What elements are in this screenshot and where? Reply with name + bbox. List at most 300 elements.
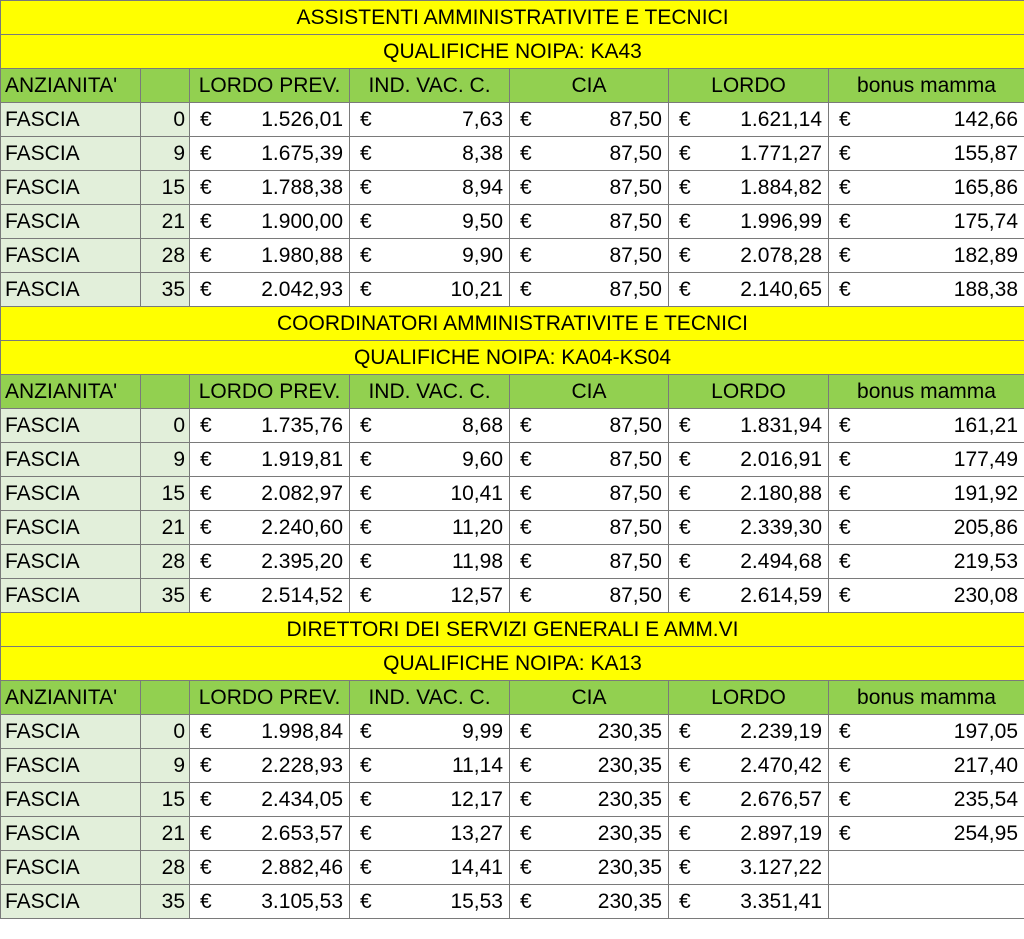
column-header[interactable]: ANZIANITA' [1, 681, 141, 715]
column-header[interactable]: CIA [510, 375, 669, 409]
fascia-label-cell[interactable]: FASCIA [1, 409, 141, 443]
currency-symbol: € [679, 549, 691, 573]
currency-symbol: € [200, 277, 212, 301]
table-row [1, 239, 1024, 273]
column-header[interactable]: CIA [510, 69, 669, 103]
currency-symbol: € [200, 413, 212, 437]
currency-symbol: € [200, 175, 212, 199]
bonus-mamma-cell[interactable] [829, 545, 1024, 579]
years-cell[interactable]: 28 [141, 851, 190, 885]
amount-value: 2.653,57 [261, 821, 343, 845]
currency-symbol: € [520, 107, 532, 131]
amount-value: 230,35 [597, 821, 662, 845]
section-subtitle[interactable]: QUALIFICHE NOIPA: KA04-KS04 [1, 341, 1024, 375]
years-cell[interactable]: 15 [141, 783, 190, 817]
years-cell[interactable]: 0 [141, 103, 190, 137]
cia-cell[interactable] [510, 885, 669, 919]
column-header[interactable]: IND. VAC. C. [350, 69, 510, 103]
years-cell[interactable]: 35 [141, 579, 190, 613]
ind-vac-cell[interactable] [350, 511, 510, 545]
ind-vac-cell[interactable] [350, 239, 510, 273]
lordo-prev-cell[interactable] [190, 511, 350, 545]
currency-symbol: € [839, 277, 851, 301]
bonus-mamma-cell[interactable] [829, 477, 1024, 511]
currency-symbol: € [200, 821, 212, 845]
cia-cell[interactable] [510, 817, 669, 851]
bonus-mamma-cell[interactable] [829, 579, 1024, 613]
currency-symbol: € [520, 243, 532, 267]
currency-symbol: € [360, 141, 372, 165]
currency-symbol: € [520, 889, 532, 913]
amount-value: 87,50 [609, 175, 662, 199]
currency-symbol: € [839, 141, 851, 165]
bonus-mamma-cell[interactable] [829, 783, 1024, 817]
section-subtitle-row [1, 341, 1024, 375]
cia-cell[interactable] [510, 443, 669, 477]
column-header[interactable]: IND. VAC. C. [350, 681, 510, 715]
lordo-cell[interactable] [669, 715, 829, 749]
cia-cell[interactable] [510, 511, 669, 545]
years-cell[interactable]: 35 [141, 885, 190, 919]
amount-value: 8,68 [462, 413, 503, 437]
amount-value: 230,08 [953, 583, 1018, 607]
currency-symbol: € [360, 175, 372, 199]
lordo-prev-cell[interactable] [190, 579, 350, 613]
amount-value: 2.494,68 [740, 549, 822, 573]
amount-value: 1.621,14 [740, 107, 822, 131]
amount-value: 217,40 [953, 753, 1018, 777]
cia-cell[interactable] [510, 205, 669, 239]
column-header[interactable]: ANZIANITA' [1, 69, 141, 103]
currency-symbol: € [679, 243, 691, 267]
cia-cell[interactable] [510, 579, 669, 613]
amount-value: 2.514,52 [261, 583, 343, 607]
column-header[interactable] [141, 69, 190, 103]
bonus-mamma-cell[interactable] [829, 239, 1024, 273]
currency-symbol: € [679, 855, 691, 879]
amount-value: 3.127,22 [740, 855, 822, 879]
column-header[interactable]: CIA [510, 681, 669, 715]
lordo-cell[interactable] [669, 885, 829, 919]
years-cell[interactable]: 28 [141, 545, 190, 579]
cia-cell[interactable] [510, 749, 669, 783]
fascia-label-cell[interactable]: FASCIA [1, 171, 141, 205]
currency-symbol: € [679, 141, 691, 165]
bonus-mamma-cell[interactable] [829, 715, 1024, 749]
currency-symbol: € [520, 209, 532, 233]
ind-vac-cell[interactable] [350, 443, 510, 477]
currency-symbol: € [520, 413, 532, 437]
fascia-label-cell[interactable]: FASCIA [1, 579, 141, 613]
ind-vac-cell[interactable] [350, 273, 510, 307]
bonus-mamma-cell[interactable] [829, 205, 1024, 239]
lordo-cell[interactable] [669, 477, 829, 511]
cia-cell[interactable] [510, 545, 669, 579]
amount-value: 155,87 [953, 141, 1018, 165]
lordo-cell[interactable] [669, 783, 829, 817]
fascia-label-cell[interactable]: FASCIA [1, 137, 141, 171]
bonus-mamma-cell[interactable] [829, 103, 1024, 137]
section-title[interactable]: ASSISTENTI AMMINISTRATIVITE E TECNICI [1, 1, 1024, 35]
amount-value: 15,53 [450, 889, 503, 913]
currency-symbol: € [360, 719, 372, 743]
lordo-cell[interactable] [669, 137, 829, 171]
amount-value: 1.735,76 [261, 413, 343, 437]
currency-symbol: € [679, 787, 691, 811]
cia-cell[interactable] [510, 783, 669, 817]
lordo-cell[interactable] [669, 205, 829, 239]
cia-cell[interactable] [510, 477, 669, 511]
section-subtitle[interactable]: QUALIFICHE NOIPA: KA13 [1, 647, 1024, 681]
amount-value: 87,50 [609, 107, 662, 131]
currency-symbol: € [360, 515, 372, 539]
ind-vac-cell[interactable] [350, 783, 510, 817]
currency-symbol: € [360, 821, 372, 845]
amount-value: 2.228,93 [261, 753, 343, 777]
section-title-row [1, 1, 1024, 35]
lordo-prev-cell[interactable] [190, 545, 350, 579]
cia-cell[interactable] [510, 103, 669, 137]
amount-value: 1.771,27 [740, 141, 822, 165]
amount-value: 2.897,19 [740, 821, 822, 845]
ind-vac-cell[interactable] [350, 205, 510, 239]
lordo-cell[interactable] [669, 239, 829, 273]
lordo-prev-cell[interactable] [190, 171, 350, 205]
amount-value: 165,86 [953, 175, 1018, 199]
years-cell[interactable]: 28 [141, 239, 190, 273]
amount-value: 87,50 [609, 141, 662, 165]
lordo-cell[interactable] [669, 817, 829, 851]
lordo-cell[interactable] [669, 579, 829, 613]
lordo-prev-cell[interactable] [190, 273, 350, 307]
ind-vac-cell[interactable] [350, 749, 510, 783]
column-header[interactable]: bonus mamma [829, 69, 1024, 103]
amount-value: 2.016,91 [740, 447, 822, 471]
table-row [1, 715, 1024, 749]
amount-value: 230,35 [597, 889, 662, 913]
lordo-prev-cell[interactable] [190, 205, 350, 239]
fascia-label-cell[interactable]: FASCIA [1, 885, 141, 919]
currency-symbol: € [200, 447, 212, 471]
bonus-mamma-cell[interactable] [829, 409, 1024, 443]
lordo-prev-cell[interactable] [190, 137, 350, 171]
lordo-prev-cell[interactable] [190, 817, 350, 851]
currency-symbol: € [520, 855, 532, 879]
currency-symbol: € [360, 855, 372, 879]
years-cell[interactable]: 21 [141, 511, 190, 545]
currency-symbol: € [679, 175, 691, 199]
currency-symbol: € [200, 889, 212, 913]
amount-value: 2.434,05 [261, 787, 343, 811]
ind-vac-cell[interactable] [350, 545, 510, 579]
ind-vac-cell[interactable] [350, 851, 510, 885]
years-cell[interactable]: 9 [141, 749, 190, 783]
amount-value: 2.082,97 [261, 481, 343, 505]
lordo-prev-cell[interactable] [190, 783, 350, 817]
amount-value: 230,35 [597, 787, 662, 811]
lordo-prev-cell[interactable] [190, 443, 350, 477]
currency-symbol: € [200, 719, 212, 743]
fascia-label-cell[interactable]: FASCIA [1, 851, 141, 885]
amount-value: 13,27 [450, 821, 503, 845]
table-row [1, 103, 1024, 137]
header-row [1, 69, 1024, 103]
ind-vac-cell[interactable] [350, 885, 510, 919]
years-cell[interactable]: 0 [141, 409, 190, 443]
section-subtitle-row [1, 35, 1024, 69]
header-row [1, 375, 1024, 409]
section-subtitle-row [1, 647, 1024, 681]
bonus-mamma-cell[interactable] [829, 137, 1024, 171]
table-row [1, 511, 1024, 545]
cia-cell[interactable] [510, 239, 669, 273]
currency-symbol: € [839, 413, 851, 437]
lordo-prev-cell[interactable] [190, 409, 350, 443]
amount-value: 10,21 [450, 277, 503, 301]
amount-value: 87,50 [609, 243, 662, 267]
column-header[interactable]: bonus mamma [829, 375, 1024, 409]
section-subtitle[interactable]: QUALIFICHE NOIPA: KA43 [1, 35, 1024, 69]
column-header[interactable]: LORDO [669, 375, 829, 409]
table-row [1, 749, 1024, 783]
years-cell[interactable]: 9 [141, 137, 190, 171]
lordo-prev-cell[interactable] [190, 477, 350, 511]
ind-vac-cell[interactable] [350, 579, 510, 613]
column-header[interactable]: LORDO PREV. [190, 375, 350, 409]
column-header[interactable]: IND. VAC. C. [350, 375, 510, 409]
years-cell[interactable]: 15 [141, 171, 190, 205]
empty-cell[interactable] [829, 851, 1024, 885]
years-cell[interactable]: 35 [141, 273, 190, 307]
years-cell[interactable]: 9 [141, 443, 190, 477]
fascia-label-cell[interactable]: FASCIA [1, 239, 141, 273]
currency-symbol: € [520, 481, 532, 505]
amount-value: 230,35 [597, 855, 662, 879]
currency-symbol: € [360, 107, 372, 131]
fascia-label-cell[interactable]: FASCIA [1, 817, 141, 851]
cia-cell[interactable] [510, 171, 669, 205]
currency-symbol: € [200, 753, 212, 777]
bonus-mamma-cell[interactable] [829, 749, 1024, 783]
lordo-cell[interactable] [669, 851, 829, 885]
amount-value: 182,89 [953, 243, 1018, 267]
fascia-label-cell[interactable]: FASCIA [1, 511, 141, 545]
column-header[interactable]: bonus mamma [829, 681, 1024, 715]
currency-symbol: € [200, 787, 212, 811]
currency-symbol: € [360, 243, 372, 267]
currency-symbol: € [520, 753, 532, 777]
currency-symbol: € [200, 243, 212, 267]
lordo-cell[interactable] [669, 273, 829, 307]
amount-value: 1.919,81 [261, 447, 343, 471]
lordo-cell[interactable] [669, 171, 829, 205]
currency-symbol: € [679, 583, 691, 607]
amount-value: 142,66 [953, 107, 1018, 131]
currency-symbol: € [360, 413, 372, 437]
amount-value: 191,92 [953, 481, 1018, 505]
amount-value: 2.395,20 [261, 549, 343, 573]
currency-symbol: € [679, 481, 691, 505]
currency-symbol: € [839, 515, 851, 539]
amount-value: 1.831,94 [740, 413, 822, 437]
lordo-prev-cell[interactable] [190, 851, 350, 885]
currency-symbol: € [360, 753, 372, 777]
years-cell[interactable]: 0 [141, 715, 190, 749]
amount-value: 2.240,60 [261, 515, 343, 539]
ind-vac-cell[interactable] [350, 103, 510, 137]
currency-symbol: € [200, 141, 212, 165]
amount-value: 12,57 [450, 583, 503, 607]
ind-vac-cell[interactable] [350, 817, 510, 851]
currency-symbol: € [520, 447, 532, 471]
amount-value: 9,50 [462, 209, 503, 233]
fascia-label-cell[interactable]: FASCIA [1, 103, 141, 137]
amount-value: 230,35 [597, 753, 662, 777]
years-cell[interactable]: 15 [141, 477, 190, 511]
currency-symbol: € [679, 515, 691, 539]
amount-value: 2.339,30 [740, 515, 822, 539]
table-row [1, 409, 1024, 443]
fascia-label-cell[interactable]: FASCIA [1, 715, 141, 749]
ind-vac-cell[interactable] [350, 137, 510, 171]
amount-value: 2.882,46 [261, 855, 343, 879]
lordo-cell[interactable] [669, 749, 829, 783]
amount-value: 2.078,28 [740, 243, 822, 267]
currency-symbol: € [520, 277, 532, 301]
amount-value: 205,86 [953, 515, 1018, 539]
table-row [1, 817, 1024, 851]
amount-value: 2.180,88 [740, 481, 822, 505]
column-header[interactable]: LORDO PREV. [190, 69, 350, 103]
lordo-cell[interactable] [669, 545, 829, 579]
amount-value: 197,05 [953, 719, 1018, 743]
currency-symbol: € [679, 821, 691, 845]
currency-symbol: € [520, 787, 532, 811]
section-title-row [1, 613, 1024, 647]
bonus-mamma-cell[interactable] [829, 817, 1024, 851]
lordo-prev-cell[interactable] [190, 715, 350, 749]
section-title[interactable]: DIRETTORI DEI SERVIZI GENERALI E AMM.VI [1, 613, 1024, 647]
table-row [1, 579, 1024, 613]
lordo-cell[interactable] [669, 511, 829, 545]
currency-symbol: € [200, 583, 212, 607]
currency-symbol: € [839, 719, 851, 743]
ind-vac-cell[interactable] [350, 477, 510, 511]
amount-value: 87,50 [609, 549, 662, 573]
fascia-label-cell[interactable]: FASCIA [1, 545, 141, 579]
currency-symbol: € [200, 515, 212, 539]
amount-value: 219,53 [953, 549, 1018, 573]
currency-symbol: € [520, 549, 532, 573]
currency-symbol: € [839, 549, 851, 573]
currency-symbol: € [839, 447, 851, 471]
section-title[interactable]: COORDINATORI AMMINISTRATIVITE E TECNICI [1, 307, 1024, 341]
currency-symbol: € [360, 209, 372, 233]
currency-symbol: € [839, 787, 851, 811]
lordo-prev-cell[interactable] [190, 103, 350, 137]
bonus-mamma-cell[interactable] [829, 273, 1024, 307]
column-header[interactable] [141, 681, 190, 715]
amount-value: 9,90 [462, 243, 503, 267]
fascia-label-cell[interactable]: FASCIA [1, 205, 141, 239]
amount-value: 254,95 [953, 821, 1018, 845]
fascia-label-cell[interactable]: FASCIA [1, 749, 141, 783]
amount-value: 87,50 [609, 481, 662, 505]
fascia-label-cell[interactable]: FASCIA [1, 783, 141, 817]
cia-cell[interactable] [510, 137, 669, 171]
column-header[interactable]: LORDO [669, 681, 829, 715]
table-row [1, 137, 1024, 171]
cia-cell[interactable] [510, 851, 669, 885]
currency-symbol: € [200, 481, 212, 505]
bonus-mamma-cell[interactable] [829, 443, 1024, 477]
fascia-label-cell[interactable]: FASCIA [1, 443, 141, 477]
column-header[interactable]: LORDO PREV. [190, 681, 350, 715]
currency-symbol: € [520, 719, 532, 743]
currency-symbol: € [679, 277, 691, 301]
table-body [1, 1, 1024, 919]
currency-symbol: € [679, 753, 691, 777]
amount-value: 175,74 [953, 209, 1018, 233]
bonus-mamma-cell[interactable] [829, 171, 1024, 205]
fascia-label-cell[interactable]: FASCIA [1, 477, 141, 511]
amount-value: 230,35 [597, 719, 662, 743]
currency-symbol: € [520, 175, 532, 199]
ind-vac-cell[interactable] [350, 171, 510, 205]
column-header[interactable] [141, 375, 190, 409]
currency-symbol: € [520, 141, 532, 165]
table-row [1, 885, 1024, 919]
column-header[interactable]: ANZIANITA' [1, 375, 141, 409]
years-cell[interactable]: 21 [141, 205, 190, 239]
ind-vac-cell[interactable] [350, 409, 510, 443]
lordo-prev-cell[interactable] [190, 749, 350, 783]
cia-cell[interactable] [510, 409, 669, 443]
bonus-mamma-cell[interactable] [829, 511, 1024, 545]
currency-symbol: € [360, 889, 372, 913]
amount-value: 8,94 [462, 175, 503, 199]
lordo-prev-cell[interactable] [190, 239, 350, 273]
currency-symbol: € [679, 209, 691, 233]
amount-value: 7,63 [462, 107, 503, 131]
cia-cell[interactable] [510, 715, 669, 749]
table-row [1, 851, 1024, 885]
amount-value: 1.884,82 [740, 175, 822, 199]
amount-value: 12,17 [450, 787, 503, 811]
amount-value: 11,14 [452, 753, 503, 777]
years-cell[interactable]: 21 [141, 817, 190, 851]
currency-symbol: € [360, 583, 372, 607]
currency-symbol: € [839, 175, 851, 199]
lordo-cell[interactable] [669, 103, 829, 137]
lordo-cell[interactable] [669, 443, 829, 477]
empty-cell[interactable] [829, 885, 1024, 919]
table-row [1, 783, 1024, 817]
currency-symbol: € [200, 107, 212, 131]
currency-symbol: € [839, 243, 851, 267]
amount-value: 177,49 [953, 447, 1018, 471]
cia-cell[interactable] [510, 273, 669, 307]
amount-value: 87,50 [609, 413, 662, 437]
amount-value: 2.470,42 [740, 753, 822, 777]
lordo-cell[interactable] [669, 409, 829, 443]
ind-vac-cell[interactable] [350, 715, 510, 749]
column-header[interactable]: LORDO [669, 69, 829, 103]
amount-value: 87,50 [609, 515, 662, 539]
amount-value: 8,38 [462, 141, 503, 165]
fascia-label-cell[interactable]: FASCIA [1, 273, 141, 307]
lordo-prev-cell[interactable] [190, 885, 350, 919]
